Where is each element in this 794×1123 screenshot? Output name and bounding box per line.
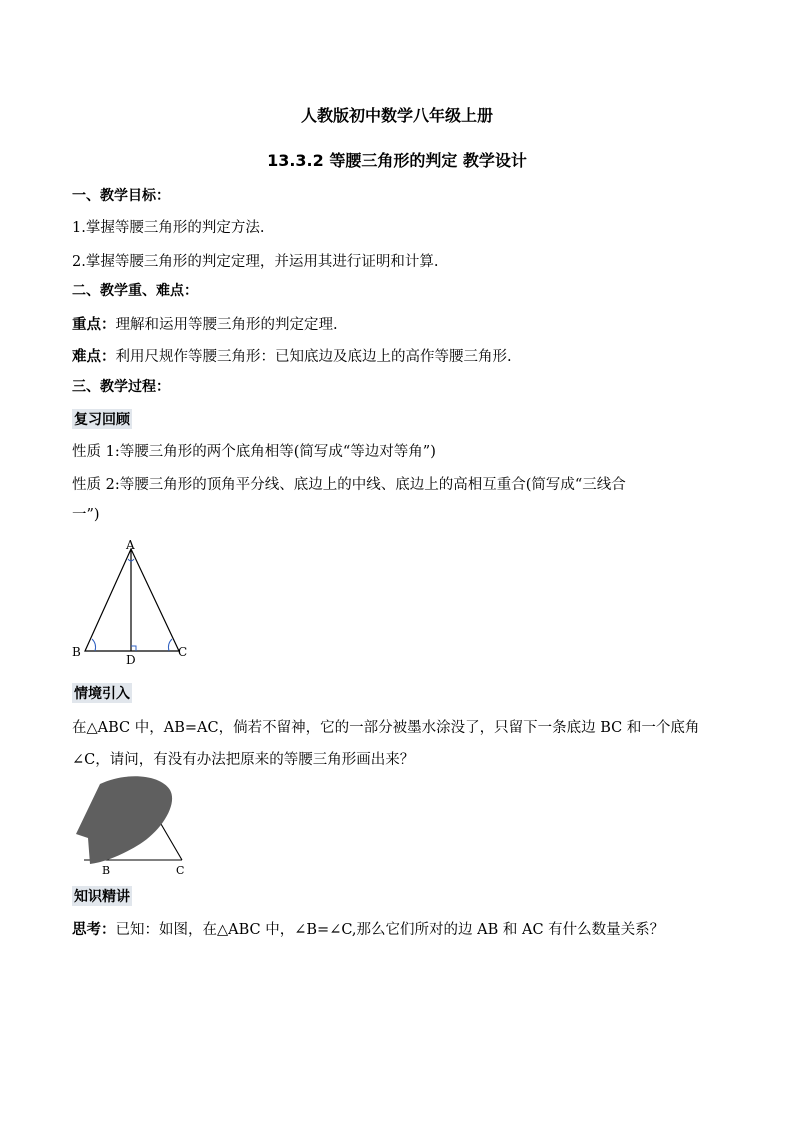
key-point xyxy=(72,313,338,334)
right-angle-mark xyxy=(131,646,136,651)
difficult-point xyxy=(72,345,512,366)
think-question xyxy=(72,918,664,939)
difficult-text: 利用尺规作等腰三角形：已知底边及底边上的高作等腰三角形. xyxy=(115,349,512,365)
label-b: B xyxy=(72,645,81,659)
key-text: 理解和运用等腰三角形的判定定理. xyxy=(115,317,338,333)
ink-blot xyxy=(76,776,172,864)
think-label: 思考： xyxy=(72,922,116,938)
goal-2: 2.掌握等腰三角形的判定定理，并运用其进行证明和计算. xyxy=(72,254,439,270)
scenario-line-2: ∠C，请问，有没有办法把原来的等腰三角形画出来？ xyxy=(72,752,415,768)
review-tag: 复习回顾 xyxy=(72,409,132,429)
angle-mark-b xyxy=(92,639,96,651)
label-d: D xyxy=(126,653,136,667)
scenario-tag: 情境引入 xyxy=(72,683,132,703)
knowledge-tag: 知识精讲 xyxy=(72,886,132,906)
think-text: 已知：如图，在△ABC 中，∠B=∠C,那么它们所对的边 AB 和 AC 有什么数量关系？ xyxy=(115,922,665,938)
label-c: C xyxy=(176,864,185,877)
label-c: C xyxy=(178,645,188,659)
document-title: 人教版初中数学八年级上册 xyxy=(300,106,493,125)
key-label: 重点： xyxy=(72,317,116,333)
triangle-figure xyxy=(68,535,198,670)
scenario-line-1: 在△ABC 中，AB=AC，倘若不留神，它的一部分被墨水涂没了，只留下一条底边 BC 和一个底角 xyxy=(72,720,700,736)
label-b: B xyxy=(102,864,111,877)
goals-heading: 一、教学目标： xyxy=(72,188,170,204)
label-a: A xyxy=(126,538,135,552)
property-2-line2: 一”) xyxy=(72,507,100,523)
document-subtitle: 13.3.2 等腰三角形的判定 教学设计 xyxy=(267,151,527,170)
difficult-label: 难点： xyxy=(72,349,116,365)
keypoints-heading: 二、教学重、难点： xyxy=(72,283,198,299)
property-1: 性质 1:等腰三角形的两个底角相等(简写成“等边对等角”) xyxy=(72,444,436,460)
process-heading: 三、教学过程： xyxy=(72,379,170,395)
goal-1: 1.掌握等腰三角形的判定方法. xyxy=(72,220,265,236)
angle-mark-c xyxy=(168,639,172,651)
property-2-line1: 性质 2:等腰三角形的顶角平分线、底边上的中线、底边上的高相互重合(简写成“三线合 xyxy=(72,477,626,493)
triangle-abc xyxy=(85,549,179,651)
ink-triangle-figure xyxy=(70,772,200,880)
